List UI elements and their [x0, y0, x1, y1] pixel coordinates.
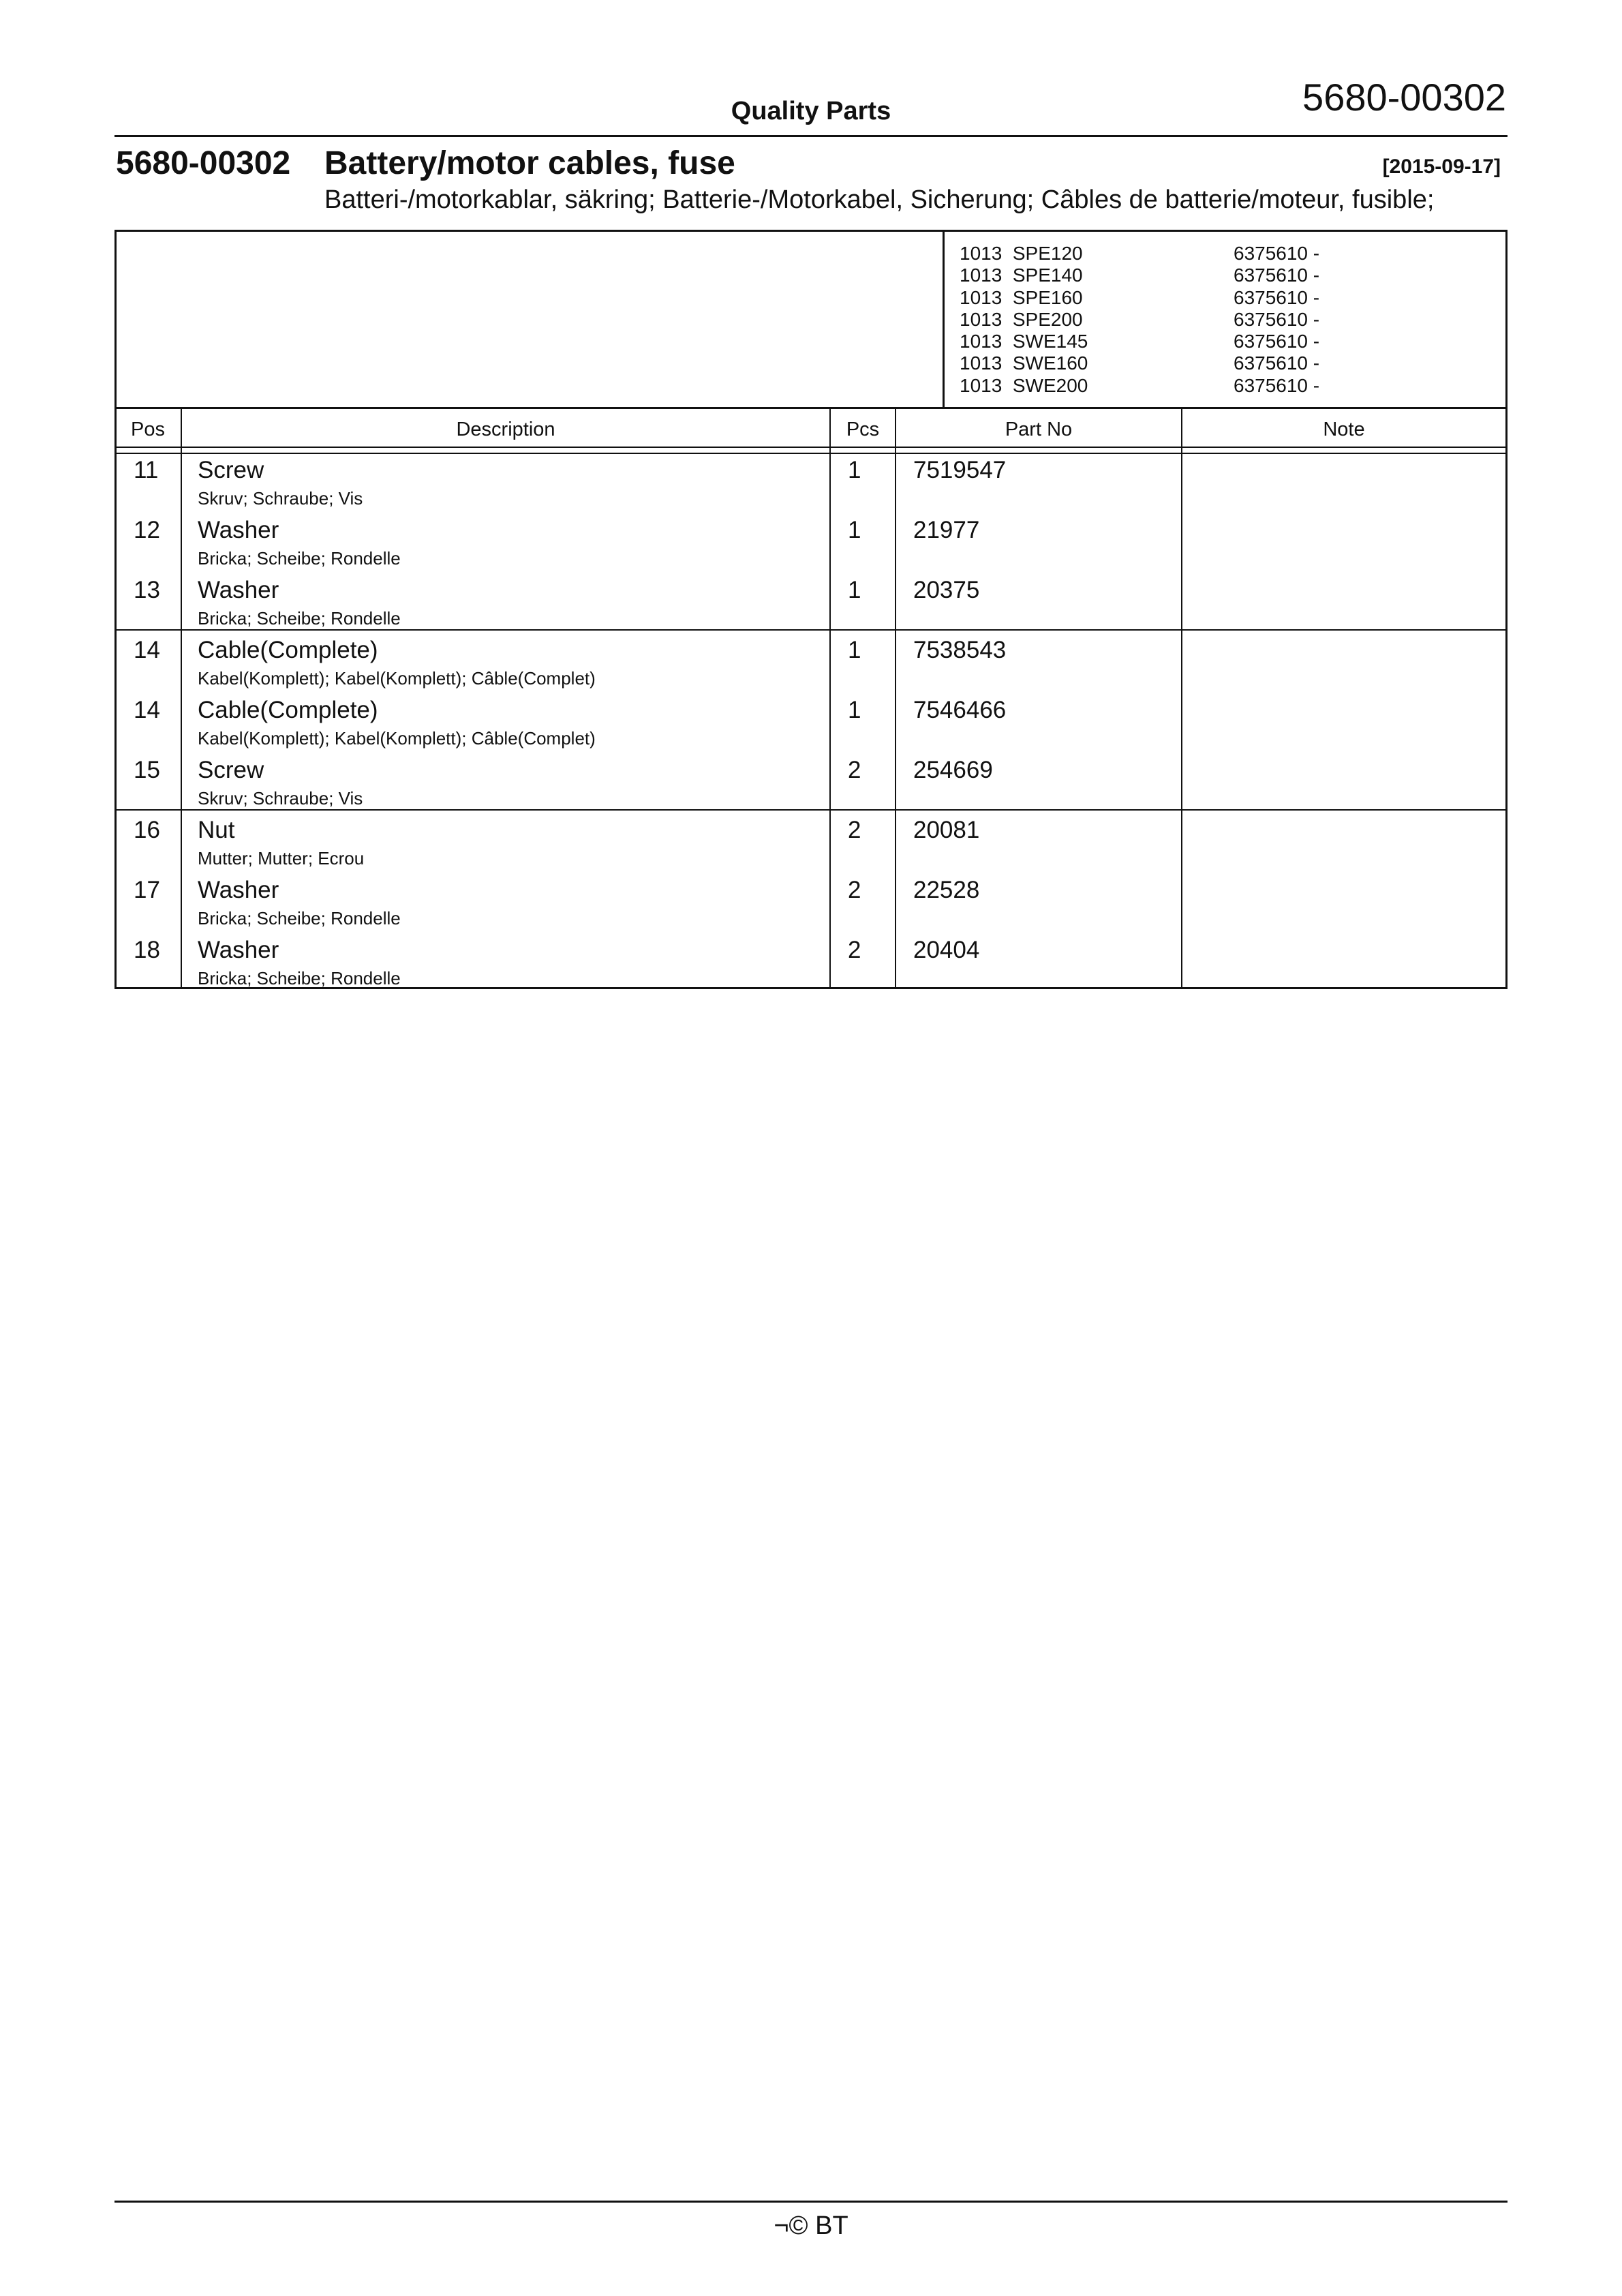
table-row — [114, 453, 1508, 513]
model-serial: 6375610 - — [1234, 286, 1320, 308]
pos-cell: 14 — [134, 697, 160, 723]
model-row — [960, 309, 1319, 331]
pos-cell: 13 — [134, 577, 160, 603]
pcs-cell: 2 — [848, 757, 861, 783]
model-name: 1013 SPE160 — [960, 286, 1083, 308]
model-serial: 6375610 - — [1234, 352, 1320, 374]
pos-cell: 16 — [134, 817, 160, 843]
description-translation: Skruv; Schraube; Vis — [198, 788, 363, 809]
description-cell: Cable(Complete) — [198, 637, 378, 663]
pos-cell: 11 — [134, 457, 159, 483]
column-header-pos: Pos — [131, 419, 165, 440]
table-row — [114, 693, 1508, 753]
pos-cell: 17 — [134, 877, 160, 903]
header-rule — [114, 135, 1508, 137]
model-serial: 6375610 - — [1234, 243, 1320, 264]
model-serial: 6375610 - — [1234, 265, 1320, 286]
description-cell: Cable(Complete) — [198, 697, 378, 723]
model-name: 1013 SWE200 — [960, 374, 1088, 396]
column-header-part-no: Part No — [1005, 419, 1073, 440]
part-no-cell: 20404 — [913, 937, 980, 963]
part-no-cell: 20375 — [913, 577, 980, 603]
description-translation: Bricka; Scheibe; Rondelle — [198, 968, 401, 988]
column-header-pcs: Pcs — [846, 419, 880, 440]
description-translation: Bricka; Scheibe; Rondelle — [198, 548, 401, 569]
pcs-cell: 1 — [848, 697, 861, 723]
description-cell: Screw — [198, 757, 264, 783]
table-row — [114, 573, 1508, 633]
part-no-cell: 7519547 — [913, 457, 1007, 483]
description-translation: Mutter; Mutter; Ecrou — [198, 848, 365, 868]
model-name: 1013 SWE145 — [960, 331, 1088, 352]
pcs-cell: 2 — [848, 937, 861, 963]
footer-rule — [114, 2201, 1508, 2203]
description-translation: Kabel(Komplett); Kabel(Komplett); Câble(Complet) — [198, 668, 596, 689]
model-row — [960, 287, 1319, 309]
pos-cell: 14 — [134, 637, 160, 663]
part-no-cell: 254669 — [913, 757, 993, 783]
description-cell: Washer — [198, 937, 279, 963]
model-name: 1013 SPE140 — [960, 265, 1083, 286]
section-title: Battery/motor cables, fuse — [324, 145, 735, 181]
header-rule-top — [114, 447, 1508, 448]
pcs-cell: 1 — [848, 577, 861, 603]
description-translation: Skruv; Schraube; Vis — [198, 488, 363, 509]
table-row — [114, 813, 1508, 873]
footer-copyright: ¬© BT — [774, 2211, 848, 2240]
models-divider — [943, 230, 945, 408]
section-translations: Batteri-/motorkablar, säkring; Batterie-/Motorkabel, Sicherung; Câbles de batterie/moteur, fusible; — [324, 185, 1435, 214]
part-no-cell: 7538543 — [913, 637, 1007, 663]
table-row — [114, 513, 1508, 573]
description-translation: Kabel(Komplett); Kabel(Komplett); Câble(Complet) — [198, 728, 596, 749]
model-name: 1013 SPE200 — [960, 308, 1083, 330]
pos-cell: 12 — [134, 517, 160, 543]
model-row — [960, 243, 1319, 265]
table-row — [114, 753, 1508, 813]
section-date: [2015-09-17] — [1382, 155, 1501, 178]
model-list — [960, 243, 1319, 397]
part-no-cell: 7546466 — [913, 697, 1007, 723]
pcs-cell: 1 — [848, 457, 861, 483]
model-row — [960, 331, 1319, 352]
description-cell: Washer — [198, 517, 279, 543]
model-serial: 6375610 - — [1234, 331, 1320, 352]
model-row — [960, 375, 1319, 397]
table-row — [114, 633, 1508, 693]
table-row — [114, 873, 1508, 933]
description-translation: Bricka; Scheibe; Rondelle — [198, 908, 401, 928]
table-row — [114, 933, 1508, 993]
part-no-cell: 20081 — [913, 817, 980, 843]
description-cell: Washer — [198, 577, 279, 603]
model-row — [960, 352, 1319, 374]
section-number: 5680-00302 — [116, 145, 291, 181]
model-serial: 6375610 - — [1234, 308, 1320, 330]
description-cell: Nut — [198, 817, 235, 843]
table-divider-models — [114, 407, 1508, 409]
model-serial: 6375610 - — [1234, 374, 1320, 396]
pcs-cell: 1 — [848, 517, 861, 543]
column-header-note: Note — [1323, 419, 1365, 440]
model-row — [960, 265, 1319, 286]
description-cell: Washer — [198, 877, 279, 903]
part-no-cell: 21977 — [913, 517, 980, 543]
pos-cell: 18 — [134, 937, 160, 963]
model-name: 1013 SWE160 — [960, 352, 1088, 374]
pcs-cell: 1 — [848, 637, 861, 663]
pos-cell: 15 — [134, 757, 160, 783]
header-doc-number: 5680-00302 — [1302, 76, 1506, 119]
model-name: 1013 SPE120 — [960, 243, 1083, 264]
column-header-description: Description — [456, 419, 555, 440]
header-title: Quality Parts — [731, 97, 891, 125]
description-translation: Bricka; Scheibe; Rondelle — [198, 608, 401, 629]
part-no-cell: 22528 — [913, 877, 980, 903]
pcs-cell: 2 — [848, 877, 861, 903]
pcs-cell: 2 — [848, 817, 861, 843]
description-cell: Screw — [198, 457, 264, 483]
